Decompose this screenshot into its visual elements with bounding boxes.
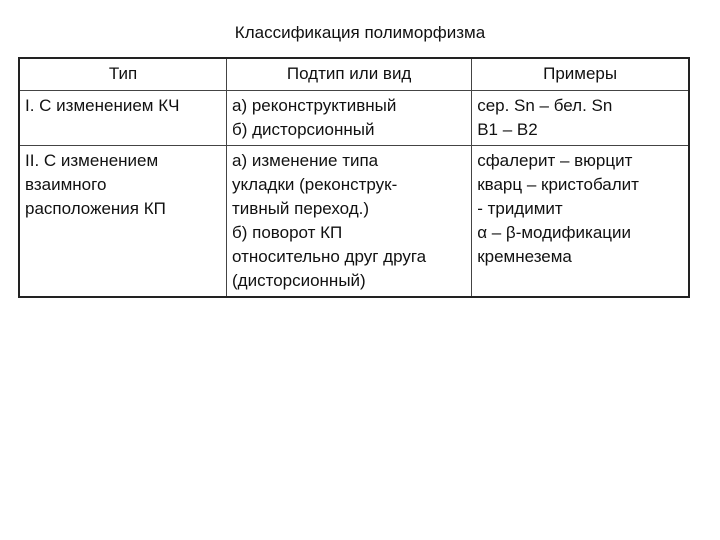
cell-line: а) изменение типа — [232, 151, 379, 170]
cell-line: - тридимит — [477, 199, 563, 218]
table-row — [19, 146, 689, 298]
column-header-subtype: Подтип или вид — [227, 58, 472, 91]
cell-line: укладки (реконструк- — [232, 175, 398, 194]
cell-line: относительно друг друга — [232, 247, 427, 266]
cell-examples — [472, 146, 689, 298]
cell-examples — [472, 91, 689, 146]
polymorphism-table — [18, 57, 690, 298]
cell-line: взаимного — [25, 175, 107, 194]
cell-line: сер. Sn – бел. Sn — [477, 96, 613, 115]
cell-subtype — [227, 91, 472, 146]
cell-type — [19, 146, 227, 298]
cell-line: кварц – кристобалит — [477, 175, 639, 194]
cell-line: расположения КП — [25, 199, 166, 218]
cell-type — [19, 91, 227, 146]
cell-line: сфалерит – вюрцит — [477, 151, 633, 170]
table-row — [19, 91, 689, 146]
cell-line: I. С изменением КЧ — [25, 96, 180, 115]
column-header-type: Тип — [19, 58, 227, 91]
cell-line: В1 – В2 — [477, 120, 538, 139]
cell-line: б) дисторсионный — [232, 120, 375, 139]
cell-line: (дисторсионный) — [232, 271, 366, 290]
cell-subtype — [227, 146, 472, 298]
page-title: Классификация полиморфизма — [234, 23, 486, 42]
cell-line: б) поворот КП — [232, 223, 343, 242]
cell-line: α – β-модификации — [477, 223, 632, 242]
cell-line: II. С изменением — [25, 151, 159, 170]
cell-line: тивный переход.) — [232, 199, 370, 218]
column-header-examples: Примеры — [472, 58, 689, 91]
cell-line: а) реконструктивный — [232, 96, 397, 115]
cell-line: кремнезема — [477, 247, 572, 266]
table-header-row — [19, 58, 689, 91]
